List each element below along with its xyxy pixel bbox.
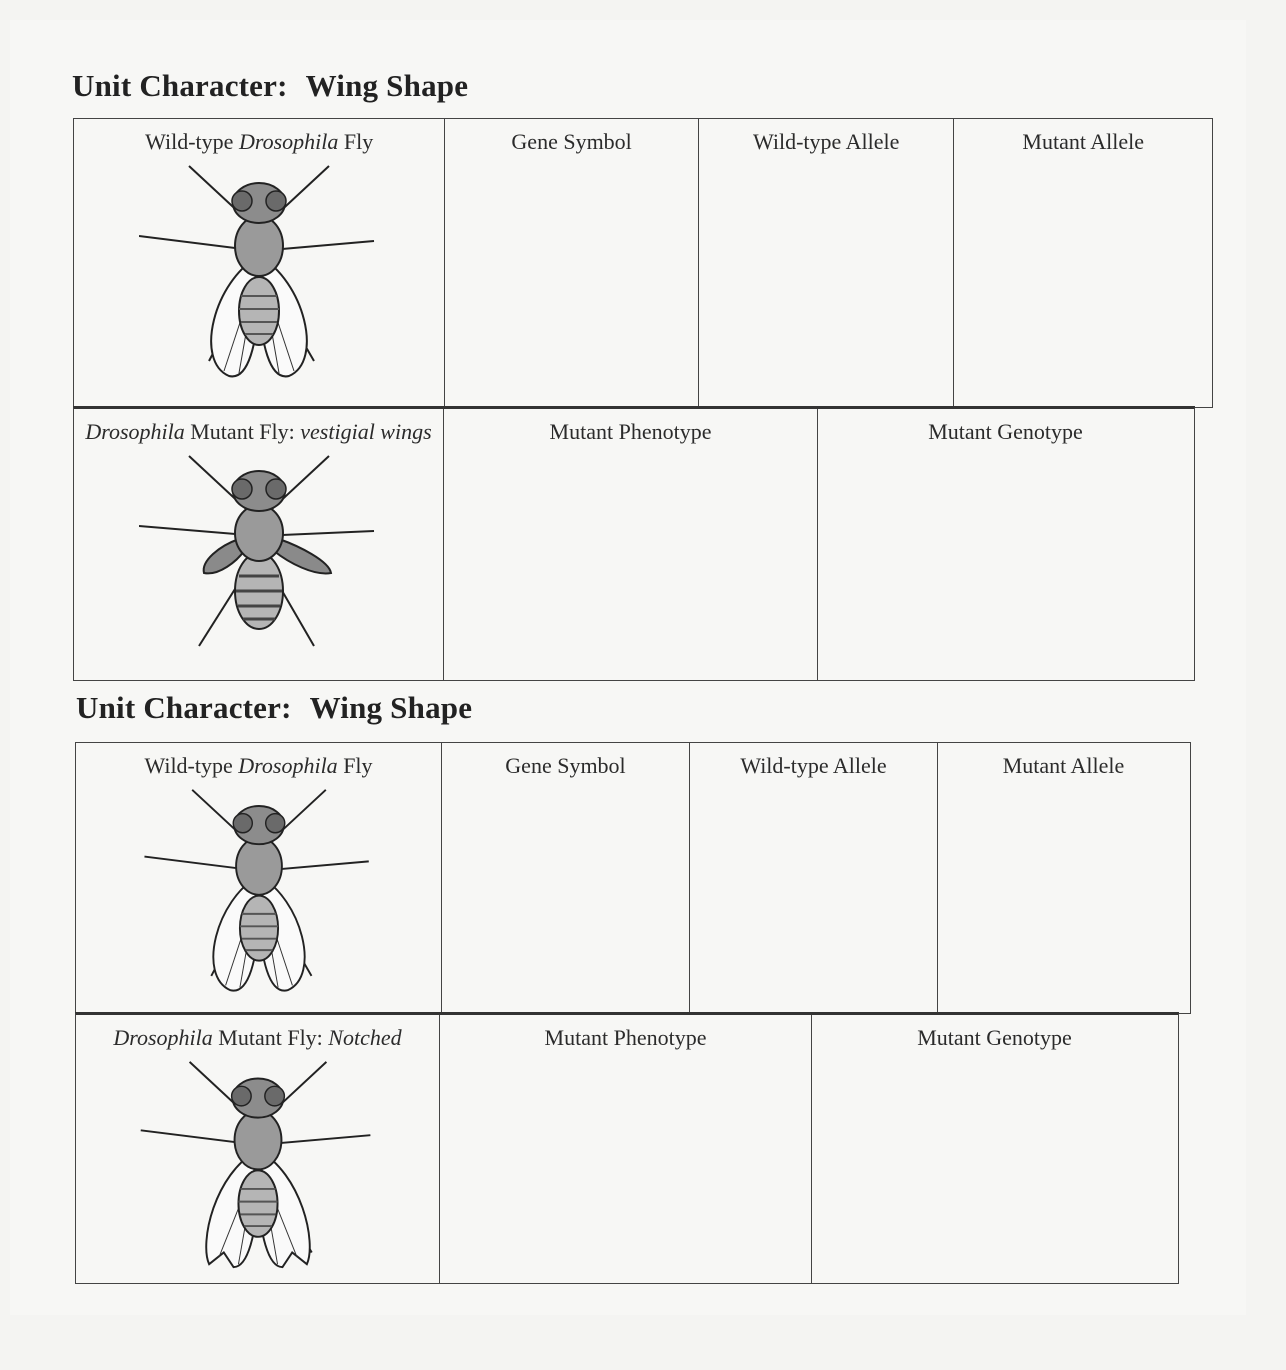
- section-1-bottom-row: [73, 406, 1195, 681]
- notched-fly-caption: Drosophila Mutant Fly: Notched: [113, 1025, 402, 1050]
- gene-symbol-cell[interactable]: [445, 119, 699, 407]
- mutant-phenotype-cell[interactable]: [444, 409, 818, 680]
- notched-fly-cell: [76, 1015, 440, 1283]
- wild-type-fly-caption-2: Wild-type Drosophila Fly: [144, 753, 373, 778]
- gene-symbol-header: Gene Symbol: [511, 129, 632, 154]
- mutant-genotype-header-2: Mutant Genotype: [917, 1025, 1072, 1050]
- section-2-title: [76, 690, 472, 726]
- mutant-allele-header: Mutant Allele: [1022, 129, 1145, 154]
- wild-type-fly-cell: [74, 119, 445, 407]
- mutant-fly-cell: [74, 409, 444, 680]
- wild-type-fly-illustration-2: [139, 785, 379, 995]
- wild-type-allele-cell[interactable]: [699, 119, 955, 407]
- wild-type-allele-cell-2[interactable]: [690, 743, 938, 1013]
- wild-type-fly-caption: Wild-type Drosophila Fly: [145, 129, 374, 154]
- gene-symbol-header-2: Gene Symbol: [505, 753, 626, 778]
- section-1-title-value: Wing Shape: [305, 68, 469, 103]
- vestigial-wing-fly-illustration: [139, 451, 379, 651]
- section-1-top-row: [73, 118, 1213, 408]
- wild-type-fly-illustration: [139, 161, 379, 381]
- mutant-allele-header-2: Mutant Allele: [1002, 753, 1125, 778]
- notched-wing-fly-illustration: [138, 1057, 378, 1272]
- gene-symbol-cell-2[interactable]: [442, 743, 690, 1013]
- mutant-fly-caption: Drosophila Mutant Fly: vestigial wings: [85, 419, 432, 444]
- mutant-phenotype-header: Mutant Phenotype: [549, 419, 712, 444]
- section-2-title-label: Unit Character:: [76, 690, 292, 725]
- mutant-genotype-header: Mutant Genotype: [928, 419, 1083, 444]
- mutant-genotype-cell[interactable]: [818, 409, 1193, 680]
- section-2-bottom-row: [75, 1012, 1179, 1284]
- section-2-top-row: [75, 742, 1191, 1014]
- mutant-allele-cell[interactable]: [954, 119, 1212, 407]
- section-2-title-value: Wing Shape: [309, 690, 473, 725]
- mutant-allele-cell-2[interactable]: [938, 743, 1189, 1013]
- mutant-genotype-cell-2[interactable]: [812, 1015, 1177, 1283]
- section-1-title: [72, 68, 468, 104]
- wild-type-allele-header-2: Wild-type Allele: [740, 753, 887, 778]
- mutant-phenotype-header-2: Mutant Phenotype: [544, 1025, 707, 1050]
- wild-type-fly-cell-2: [76, 743, 442, 1013]
- section-1-title-label: Unit Character:: [72, 68, 288, 103]
- mutant-phenotype-cell-2[interactable]: [440, 1015, 812, 1283]
- wild-type-allele-header: Wild-type Allele: [753, 129, 900, 154]
